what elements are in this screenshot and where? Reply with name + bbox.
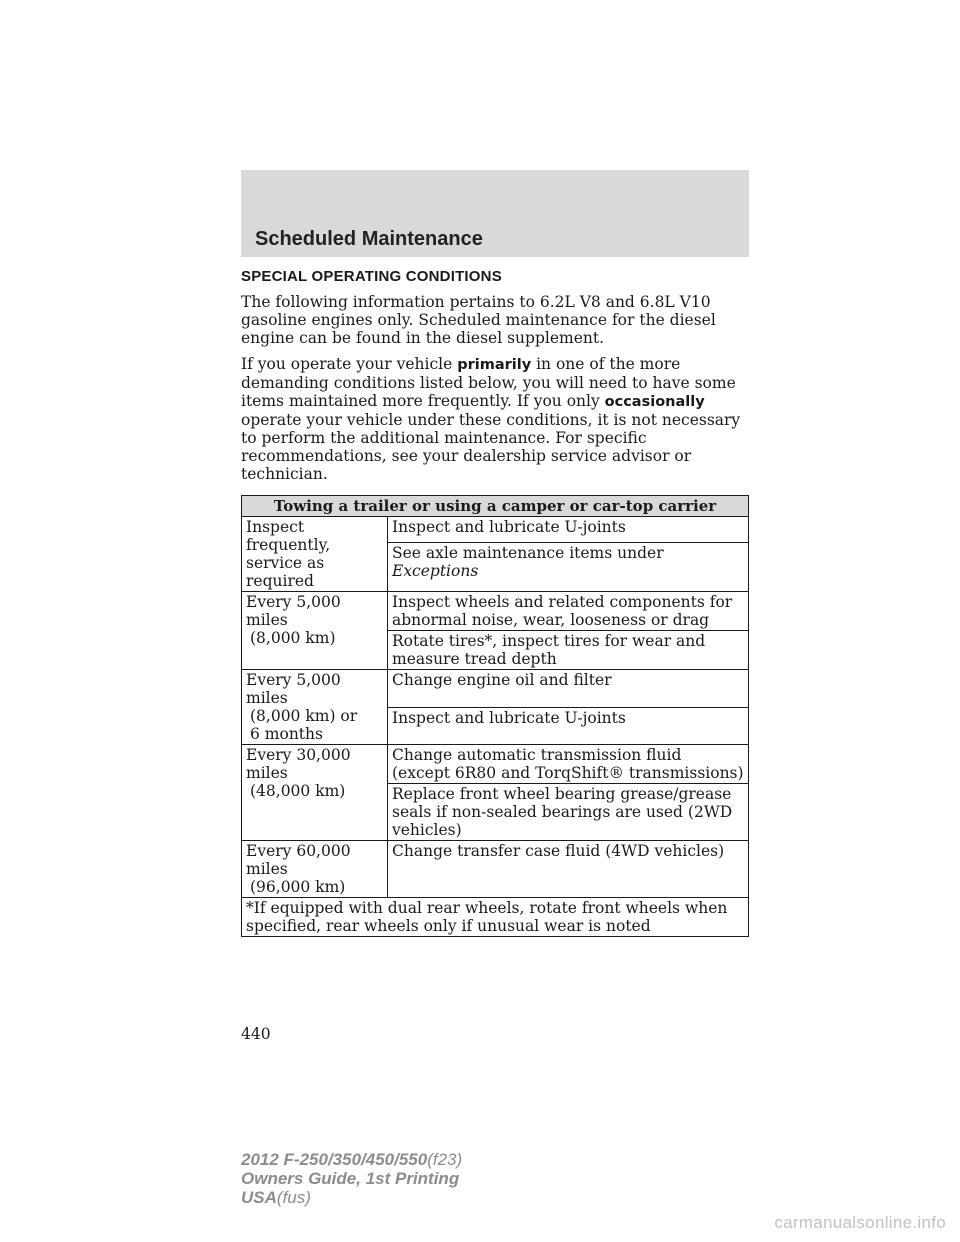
section-header-band bbox=[241, 170, 749, 257]
interval-line: Every 30,000 miles bbox=[246, 746, 351, 782]
task-text: Change engine oil and filter bbox=[392, 671, 612, 689]
task-text: Inspect wheels and related components for abnormal noise, wear, looseness or drag bbox=[392, 593, 733, 629]
interval-line: Inspect frequently, bbox=[246, 518, 331, 554]
interval-cell bbox=[242, 745, 388, 841]
section-heading: SPECIAL OPERATING CONDITIONS bbox=[241, 268, 502, 285]
interval-line: Every 5,000 miles bbox=[246, 671, 341, 707]
conditions-paragraph bbox=[241, 355, 751, 483]
paragraph-text: operate your vehicle under these conditions, it is not necessary to perform the additional maintenance. For specific recommendations, see your dealership service advisor or technician. bbox=[241, 411, 741, 483]
footer-code: (f23) bbox=[427, 1150, 463, 1169]
emphasis-occasionally: occasionally bbox=[604, 394, 705, 410]
interval-line: Every 5,000 miles bbox=[246, 593, 341, 629]
task-text: Rotate tires*, inspect tires for wear and measure tread depth bbox=[392, 632, 706, 668]
task-cell bbox=[388, 745, 749, 784]
footer-text: 2012 F-250/350/450/550 bbox=[241, 1150, 428, 1169]
task-text: Change automatic transmission fluid (except 6R80 and TorqShift® transmissions) bbox=[392, 746, 744, 782]
task-cell bbox=[388, 670, 749, 708]
task-cell bbox=[388, 631, 749, 670]
footer-text: USA bbox=[241, 1188, 277, 1207]
footer-text: Owners Guide, 1st Printing bbox=[241, 1169, 460, 1188]
interval-cell bbox=[242, 517, 388, 592]
interval-line: 6 months bbox=[250, 725, 323, 743]
task-cell bbox=[388, 543, 749, 592]
table-row bbox=[242, 745, 749, 784]
footer-line bbox=[241, 1169, 462, 1188]
interval-line: (8,000 km) or bbox=[250, 707, 358, 725]
table-row bbox=[242, 670, 749, 708]
task-cell bbox=[388, 707, 749, 745]
task-cell bbox=[388, 592, 749, 631]
paragraph-text: in one of the more demanding conditions listed below, you will need to have some items maintained more frequently. If you only bbox=[241, 355, 736, 410]
watermark: carmanualsonline.info bbox=[774, 1213, 946, 1232]
table-row bbox=[242, 517, 749, 543]
footer-code: (fus) bbox=[276, 1188, 311, 1207]
emphasis-primarily: primarily bbox=[457, 357, 532, 373]
task-text: See axle maintenance items under bbox=[392, 544, 664, 563]
maintenance-table bbox=[241, 495, 749, 937]
task-text: Change transfer case fluid (4WD vehicles) bbox=[392, 842, 725, 860]
task-cell bbox=[388, 784, 749, 841]
page-content bbox=[241, 268, 751, 937]
table-row bbox=[242, 841, 749, 898]
interval-line: (48,000 km) bbox=[250, 782, 346, 800]
task-cell bbox=[388, 517, 749, 543]
footer-line bbox=[241, 1150, 462, 1169]
task-text: Replace front wheel bearing grease/grease seals if non-sealed bearings are used (2WD vehicles) bbox=[392, 785, 733, 839]
interval-cell bbox=[242, 841, 388, 898]
table-row bbox=[242, 592, 749, 631]
page-number: 440 bbox=[241, 1025, 271, 1043]
table-title: Towing a trailer or using a camper or car-top carrier bbox=[242, 496, 749, 517]
footer-line bbox=[241, 1188, 462, 1207]
maintenance-table-body bbox=[242, 517, 749, 898]
interval-line: (96,000 km) bbox=[250, 878, 346, 896]
intro-paragraph: The following information pertains to 6.2L V8 and 6.8L V10 gasoline engines only. Scheduled maintenance for the diesel engine can be found in the diesel supplement. bbox=[241, 293, 716, 347]
task-reference: Exceptions bbox=[392, 562, 479, 581]
paragraph-text: If you operate your vehicle bbox=[241, 355, 458, 373]
interval-line: service as required bbox=[246, 554, 325, 590]
interval-line: (8,000 km) bbox=[250, 629, 336, 647]
task-cell bbox=[388, 841, 749, 898]
task-text: Inspect and lubricate U-joints bbox=[392, 518, 626, 536]
interval-cell bbox=[242, 592, 388, 670]
interval-cell bbox=[242, 670, 388, 745]
table-footnote: *If equipped with dual rear wheels, rotate front wheels when specified, rear wheels only if unusual wear is noted bbox=[242, 898, 749, 937]
interval-line: Every 60,000 miles bbox=[246, 842, 351, 878]
document-footer bbox=[241, 1150, 462, 1207]
section-header-title: Scheduled Maintenance bbox=[255, 228, 483, 250]
task-text: Inspect and lubricate U-joints bbox=[392, 708, 626, 727]
